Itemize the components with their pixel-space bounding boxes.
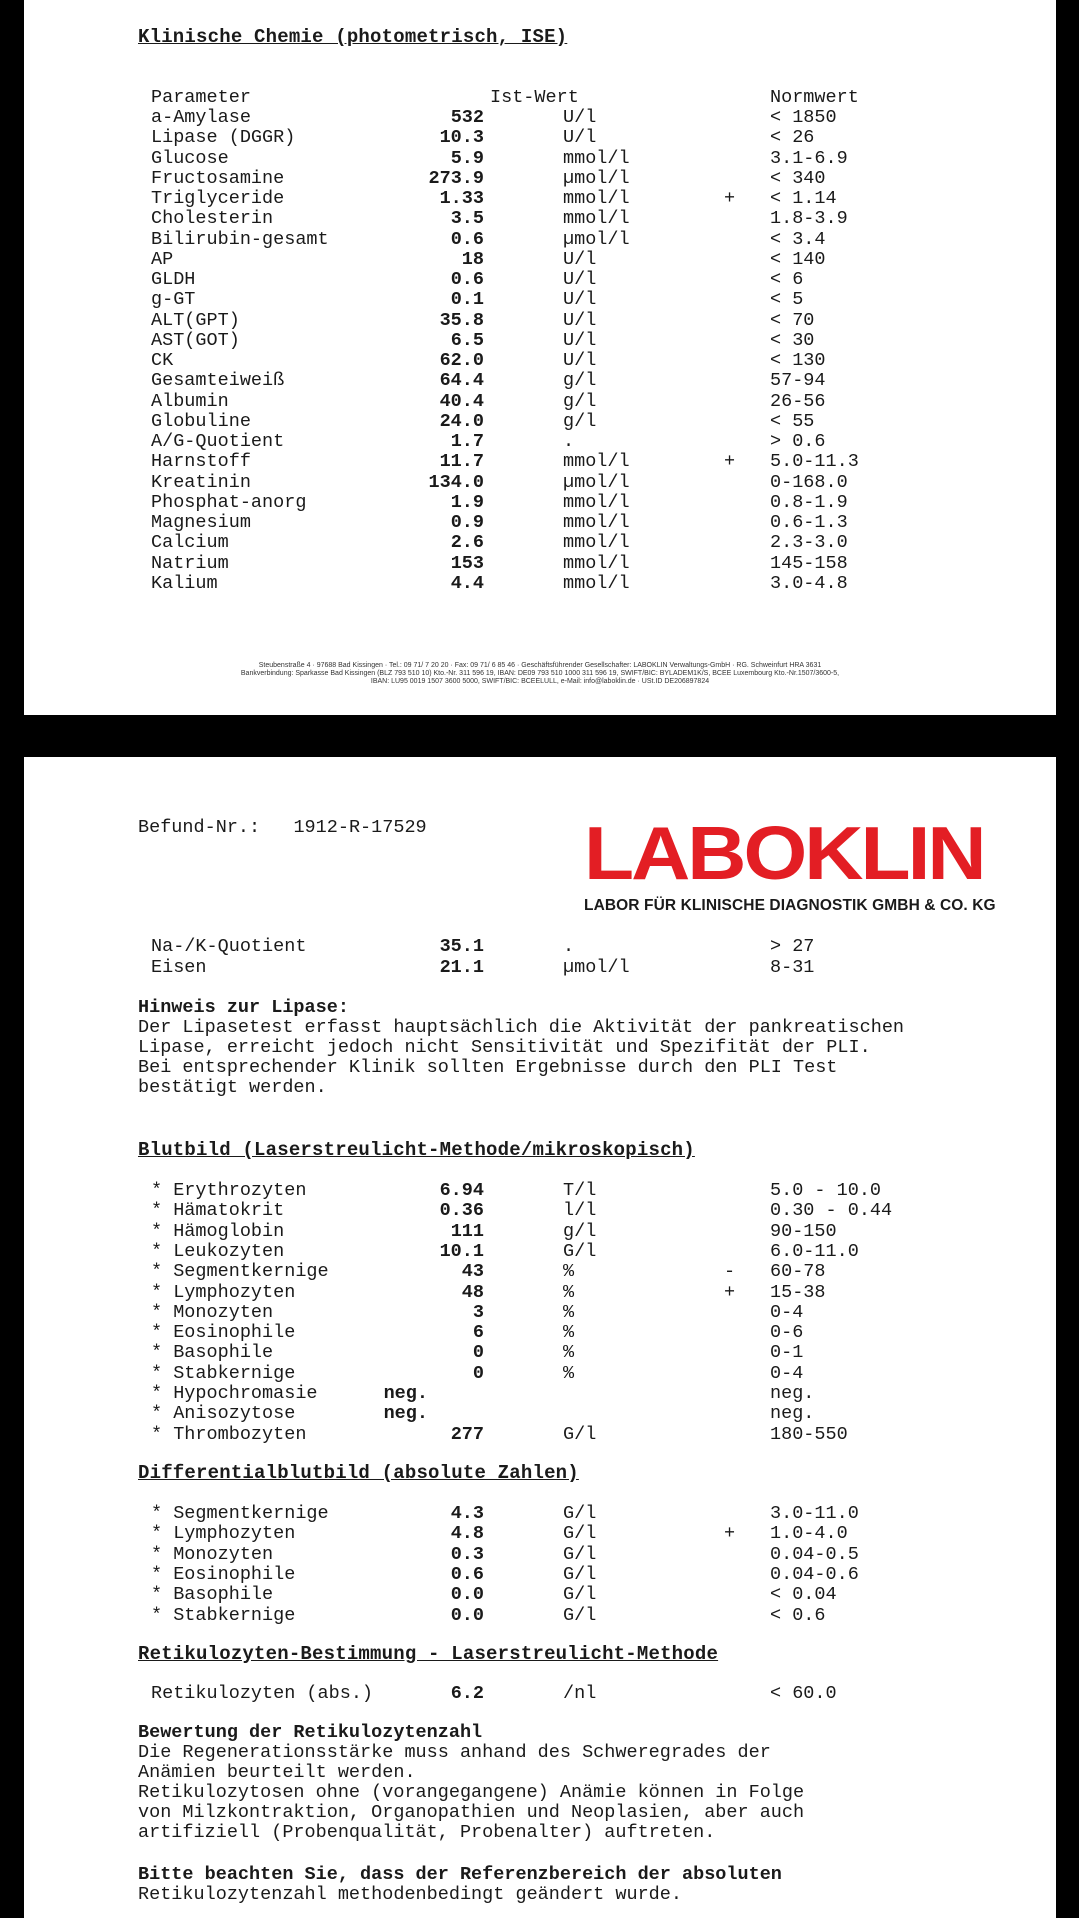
table-row	[24, 937, 1056, 957]
row-value: 277	[450, 1423, 484, 1445]
row-parameter: Na-/K-Quotient	[151, 936, 307, 957]
row-unit: U/l	[563, 248, 597, 270]
row-unit: g/l	[563, 370, 597, 392]
reti-note-line: Retikulozytosen ohne (vorangegangene) Anämie können in Folge	[138, 1782, 805, 1803]
row-reference: 57-94	[770, 370, 826, 392]
row-unit: %	[563, 1322, 575, 1344]
row-unit: mmol/l	[563, 572, 630, 594]
lipase-note-line: Der Lipasetest erfasst hauptsächlich die Aktivität der pankreatischen	[138, 1017, 905, 1038]
table-row	[24, 1262, 1056, 1282]
row-value: 1.7	[450, 431, 484, 452]
row-reference: < 55	[770, 410, 815, 432]
row-unit: U/l	[563, 350, 597, 371]
row-value: 21.1	[439, 956, 484, 978]
table-row	[24, 331, 1056, 351]
table-row	[24, 574, 1056, 594]
row-reference: < 26	[770, 127, 815, 149]
table-row	[24, 1504, 1056, 1524]
row-value: 0.6	[450, 269, 484, 290]
table-row	[24, 189, 1056, 209]
row-parameter: * Stabkernige	[151, 1604, 296, 1626]
table-row	[24, 209, 1056, 229]
section-title-retikulozyten: Retikulozyten-Bestimmung - Laserstreulicht-Methode	[138, 1643, 719, 1665]
row-reference: neg.	[770, 1383, 815, 1404]
lipase-note-line: bestätigt werden.	[138, 1077, 327, 1098]
table-row	[24, 1303, 1056, 1323]
row-unit: g/l	[563, 1220, 597, 1242]
row-parameter: * Erythrozyten	[151, 1180, 307, 1201]
row-reference: 15-38	[770, 1281, 826, 1303]
table-row	[24, 1323, 1056, 1343]
section-title-differentialblutbild: Differentialblutbild (absolute Zahlen)	[138, 1462, 579, 1484]
row-reference: 0.30 - 0.44	[770, 1200, 893, 1222]
row-unit: mmol/l	[563, 147, 630, 169]
row-value: neg.	[383, 1403, 428, 1425]
table-row	[24, 1181, 1056, 1201]
row-parameter: Natrium	[151, 552, 229, 574]
row-unit: %	[563, 1281, 575, 1303]
row-value: 6	[472, 1322, 484, 1344]
table-row	[24, 1585, 1056, 1605]
row-unit: mmol/l	[563, 491, 630, 513]
row-value: 6.94	[439, 1180, 484, 1201]
table-row	[24, 149, 1056, 169]
row-unit: g/l	[563, 390, 597, 412]
row-unit: %	[563, 1362, 575, 1384]
table-row	[24, 128, 1056, 148]
row-value: 11.7	[439, 451, 484, 473]
row-unit: %	[563, 1261, 575, 1283]
row-reference: < 6	[770, 269, 804, 290]
row-reference: 90-150	[770, 1220, 837, 1242]
row-unit: U/l	[563, 269, 597, 290]
row-unit: T/l	[563, 1180, 597, 1201]
row-parameter: * Monozyten	[151, 1301, 274, 1323]
row-value: 0.9	[450, 512, 484, 533]
row-value: 3.5	[450, 208, 484, 230]
row-value: 111	[450, 1220, 484, 1242]
row-value: 4.3	[450, 1503, 484, 1524]
row-parameter: * Hämatokrit	[151, 1200, 285, 1222]
row-value: 1.9	[450, 491, 484, 513]
row-value: 153	[450, 552, 484, 574]
table-row	[24, 169, 1056, 189]
row-parameter: Glucose	[151, 147, 229, 169]
row-value: 48	[461, 1281, 484, 1303]
row-reference: < 140	[770, 248, 826, 270]
section-title-klinische-chemie: Klinische Chemie (photometrisch, ISE)	[138, 26, 568, 48]
row-parameter: AST(GOT)	[151, 329, 240, 351]
row-reference: < 5	[770, 289, 804, 311]
logo-subtitle: LABOR FÜR KLINISCHE DIAGNOSTIK GMBH & CO. KG	[584, 897, 996, 914]
row-value: 40.4	[439, 390, 484, 412]
table-row	[24, 230, 1056, 250]
lipase-note-line: Bei entsprechender Klinik sollten Ergebnisse durch den PLI Test	[138, 1057, 838, 1078]
row-reference: 0-1	[770, 1342, 804, 1364]
row-parameter: * Segmentkernige	[151, 1261, 329, 1283]
row-parameter: * Basophile	[151, 1584, 274, 1606]
row-reference: < 130	[770, 350, 826, 371]
table-row	[24, 250, 1056, 270]
footer-line: Steubenstraße 4 · 97688 Bad Kissingen · Tel.: 09 71/ 7 20 20 · Fax: 09 71/ 6 85 46 · Geschäftsführender Gesellschafter: LABOKLIN Verwaltungs-GmbH · RG. Schweinfurt HRA 3631	[258, 662, 822, 669]
table-row	[24, 1425, 1056, 1445]
row-parameter: Kalium	[151, 572, 218, 594]
row-unit: mmol/l	[563, 188, 630, 209]
row-reference: 145-158	[770, 552, 848, 574]
table-row	[24, 412, 1056, 432]
row-unit: %	[563, 1301, 575, 1323]
row-value: 10.3	[439, 127, 484, 149]
row-unit: G/l	[563, 1523, 597, 1545]
row-parameter: * Monozyten	[151, 1543, 274, 1565]
row-parameter: Retikulozyten (abs.)	[151, 1683, 374, 1704]
row-value: 6.2	[450, 1683, 484, 1704]
row-unit: mmol/l	[563, 552, 630, 574]
table-row	[24, 432, 1056, 452]
row-reference: 3.1-6.9	[770, 147, 848, 169]
row-reference: 0-6	[770, 1322, 804, 1344]
row-value: 64.4	[439, 370, 484, 392]
row-value: 6.5	[450, 329, 484, 351]
row-parameter: * Thrombozyten	[151, 1423, 307, 1445]
row-parameter: GLDH	[151, 269, 196, 290]
table-row	[24, 513, 1056, 533]
befund-label: Befund-Nr.:	[138, 817, 261, 838]
table-row	[24, 270, 1056, 290]
row-reference: 2.3-3.0	[770, 532, 848, 554]
row-parameter: Kreatinin	[151, 471, 251, 493]
row-reference: 3.0-11.0	[770, 1503, 859, 1524]
row-reference: < 1.14	[770, 188, 837, 209]
table-row	[24, 392, 1056, 412]
row-reference: 6.0-11.0	[770, 1240, 859, 1262]
row-value: 0.0	[450, 1584, 484, 1606]
row-parameter: Harnstoff	[151, 451, 251, 473]
row-value: 0.1	[450, 289, 484, 311]
row-unit: U/l	[563, 127, 597, 149]
header-normwert: Normwert	[770, 87, 859, 108]
row-unit: U/l	[563, 107, 597, 128]
row-reference: neg.	[770, 1403, 815, 1425]
row-unit: G/l	[563, 1543, 597, 1565]
row-reference: 5.0 - 10.0	[770, 1180, 882, 1201]
row-value: 10.1	[439, 1240, 484, 1262]
lipase-note-line: Lipase, erreicht jedoch nicht Sensitivität und Spezifität der PLI.	[138, 1037, 871, 1058]
table-row	[24, 958, 1056, 978]
row-reference: 0.8-1.9	[770, 491, 848, 513]
table-row	[24, 452, 1056, 472]
row-flag: -	[724, 1261, 736, 1283]
row-unit: mmol/l	[563, 208, 630, 230]
row-reference: 0-168.0	[770, 471, 848, 493]
row-parameter: Cholesterin	[151, 208, 274, 230]
page-footer	[24, 662, 1056, 686]
row-reference: < 0.6	[770, 1604, 826, 1626]
row-reference: 8-31	[770, 956, 815, 978]
row-parameter: Magnesium	[151, 512, 251, 533]
row-unit: l/l	[563, 1200, 597, 1222]
row-value: 134.0	[428, 471, 484, 493]
table-row	[24, 1343, 1056, 1363]
row-unit: mmol/l	[563, 451, 630, 473]
row-reference: 26-56	[770, 390, 826, 412]
row-unit: µmol/l	[563, 228, 630, 250]
row-value: 5.9	[450, 147, 484, 169]
row-parameter: Eisen	[151, 956, 207, 978]
row-unit: .	[563, 431, 575, 452]
row-parameter: * Leukozyten	[151, 1240, 285, 1262]
table-row	[24, 1606, 1056, 1626]
table-row	[24, 473, 1056, 493]
row-parameter: * Lymphozyten	[151, 1281, 296, 1303]
row-unit: g/l	[563, 410, 597, 432]
row-parameter: Gesamteiweiß	[151, 370, 285, 392]
row-reference: 180-550	[770, 1423, 848, 1445]
row-reference: < 3.4	[770, 228, 826, 250]
final-note-line: Retikulozytenzahl methodenbedingt geändert wurde.	[138, 1884, 682, 1905]
row-value: 532	[450, 107, 484, 128]
row-parameter: CK	[151, 350, 174, 371]
row-value: neg.	[383, 1383, 428, 1404]
row-reference: 1.0-4.0	[770, 1523, 848, 1545]
lipase-note-title: Hinweis zur Lipase:	[138, 997, 349, 1018]
row-value: 0	[472, 1362, 484, 1384]
row-reference: > 0.6	[770, 431, 826, 452]
table-row	[24, 1283, 1056, 1303]
footer-line: Bankverbindung: Sparkasse Bad Kissingen (BLZ 793 510 10) Kto.-Nr. 311 596 19, IBAN: DE09 793 510 1000 311 596 19, SWIFT/BIC: BYLADEM1K/S, BCEE Luxembourg Kto.-Nr.1507/3600-5,	[240, 670, 840, 677]
row-unit: G/l	[563, 1563, 597, 1585]
table-header	[24, 88, 1056, 108]
laboklin-logo: LABOKLIN	[584, 811, 984, 896]
row-parameter: Fructosamine	[151, 167, 285, 189]
row-parameter: * Segmentkernige	[151, 1503, 329, 1524]
header-ist-wert: Ist-Wert	[490, 87, 579, 108]
row-unit: U/l	[563, 329, 597, 351]
befund-number	[138, 817, 427, 838]
row-flag: +	[724, 1523, 736, 1545]
row-unit: µmol/l	[563, 167, 630, 189]
row-value: 0.6	[450, 228, 484, 250]
table-row	[24, 1201, 1056, 1221]
row-value: 0.3	[450, 1543, 484, 1565]
row-reference: < 1850	[770, 107, 837, 128]
row-reference: > 27	[770, 936, 815, 957]
table-row	[24, 493, 1056, 513]
row-value: 43	[461, 1261, 484, 1283]
row-parameter: Globuline	[151, 410, 251, 432]
row-value: 62.0	[439, 350, 484, 371]
row-value: 18	[461, 248, 484, 270]
reti-note-title: Bewertung der Retikulozytenzahl	[138, 1722, 483, 1743]
row-unit: U/l	[563, 289, 597, 311]
row-value: 273.9	[428, 167, 484, 189]
row-unit: µmol/l	[563, 956, 630, 978]
reti-note-line: Anämien beurteilt werden.	[138, 1762, 416, 1783]
row-parameter: AP	[151, 248, 174, 270]
row-value: 4.4	[450, 572, 484, 594]
report-page-2	[24, 757, 1056, 1918]
row-value: 0.36	[439, 1200, 484, 1222]
table-row	[24, 554, 1056, 574]
row-reference: < 60.0	[770, 1683, 837, 1704]
row-parameter: a-Amylase	[151, 107, 251, 128]
row-value: 24.0	[439, 410, 484, 432]
row-parameter: Albumin	[151, 390, 229, 412]
table-row	[24, 351, 1056, 371]
row-reference: 0-4	[770, 1362, 804, 1384]
reti-note-line: von Milzkontraktion, Organopathien und Neoplasien, aber auch	[138, 1802, 805, 1823]
row-parameter: Phosphat-anorg	[151, 491, 307, 513]
header-parameter: Parameter	[151, 87, 251, 108]
row-value: 1.33	[439, 188, 484, 209]
report-page-1	[24, 0, 1056, 715]
row-parameter: Lipase (DGGR)	[151, 127, 296, 149]
row-unit: G/l	[563, 1604, 597, 1626]
row-parameter: * Basophile	[151, 1342, 274, 1364]
table-row	[24, 290, 1056, 310]
row-parameter: Calcium	[151, 532, 229, 554]
reti-note-line: Die Regenerationsstärke muss anhand des Schweregrades der	[138, 1742, 771, 1763]
final-note-title: Bitte beachten Sie, dass der Referenzbereich der absoluten	[138, 1864, 782, 1885]
row-value: 35.1	[439, 936, 484, 957]
table-row	[24, 108, 1056, 128]
row-parameter: * Anisozytose	[151, 1403, 296, 1425]
row-reference: < 30	[770, 329, 815, 351]
table-row	[24, 1545, 1056, 1565]
row-flag: +	[724, 188, 736, 209]
row-parameter: * Hämoglobin	[151, 1220, 285, 1242]
row-reference: < 0.04	[770, 1584, 837, 1606]
row-parameter: * Lymphozyten	[151, 1523, 296, 1545]
row-parameter: * Eosinophile	[151, 1563, 296, 1585]
row-reference: 5.0-11.3	[770, 451, 859, 473]
row-parameter: * Eosinophile	[151, 1322, 296, 1344]
row-value: 0.6	[450, 1563, 484, 1585]
row-value: 0	[472, 1342, 484, 1364]
row-unit: /nl	[563, 1683, 597, 1704]
row-reference: < 340	[770, 167, 826, 189]
row-value: 4.8	[450, 1523, 484, 1545]
table-row	[24, 1404, 1056, 1424]
table-row	[24, 371, 1056, 391]
row-parameter: * Hypochromasie	[151, 1383, 318, 1404]
row-unit: G/l	[563, 1584, 597, 1606]
row-unit: µmol/l	[563, 471, 630, 493]
row-parameter: g-GT	[151, 289, 196, 311]
befund-value: 1912-R-17529	[293, 817, 427, 838]
table-row	[24, 1222, 1056, 1242]
row-value: 0.0	[450, 1604, 484, 1626]
table-row	[24, 1524, 1056, 1544]
reti-note-line: artifiziell (Probenqualität, Probenalter) auftreten.	[138, 1822, 716, 1843]
table-row	[24, 311, 1056, 331]
table-row	[24, 1242, 1056, 1262]
row-parameter: A/G-Quotient	[151, 431, 285, 452]
table-row	[24, 533, 1056, 553]
row-flag: +	[724, 1281, 736, 1303]
row-reference: 60-78	[770, 1261, 826, 1283]
row-value: 2.6	[450, 532, 484, 554]
row-unit: G/l	[563, 1423, 597, 1445]
row-unit: U/l	[563, 309, 597, 331]
table-row	[24, 1364, 1056, 1384]
table-row	[24, 1565, 1056, 1585]
row-parameter: ALT(GPT)	[151, 309, 240, 331]
row-reference: < 70	[770, 309, 815, 331]
row-value: 35.8	[439, 309, 484, 331]
row-unit: %	[563, 1342, 575, 1364]
row-parameter: Bilirubin-gesamt	[151, 228, 329, 250]
row-flag: +	[724, 451, 736, 473]
row-reference: 0-4	[770, 1301, 804, 1323]
row-parameter: * Stabkernige	[151, 1362, 296, 1384]
row-unit: .	[563, 936, 575, 957]
table-row	[24, 1684, 1056, 1704]
row-reference: 0.04-0.6	[770, 1563, 859, 1585]
section-title-blutbild: Blutbild (Laserstreulicht-Methode/mikroskopisch)	[138, 1139, 695, 1161]
row-value: 3	[472, 1301, 484, 1323]
row-unit: mmol/l	[563, 512, 630, 533]
row-reference: 3.0-4.8	[770, 572, 848, 594]
row-unit: G/l	[563, 1240, 597, 1262]
row-reference: 0.04-0.5	[770, 1543, 859, 1565]
footer-line: IBAN: LU95 0019 1507 3600 5000, SWIFT/BIC: BCEELULL, e-Mail: info@laboklin.de · USt.ID DE206897824	[370, 678, 710, 685]
row-reference: 1.8-3.9	[770, 208, 848, 230]
row-unit: G/l	[563, 1503, 597, 1524]
row-unit: mmol/l	[563, 532, 630, 554]
table-row	[24, 1384, 1056, 1404]
row-parameter: Triglyceride	[151, 188, 285, 209]
row-reference: 0.6-1.3	[770, 512, 848, 533]
